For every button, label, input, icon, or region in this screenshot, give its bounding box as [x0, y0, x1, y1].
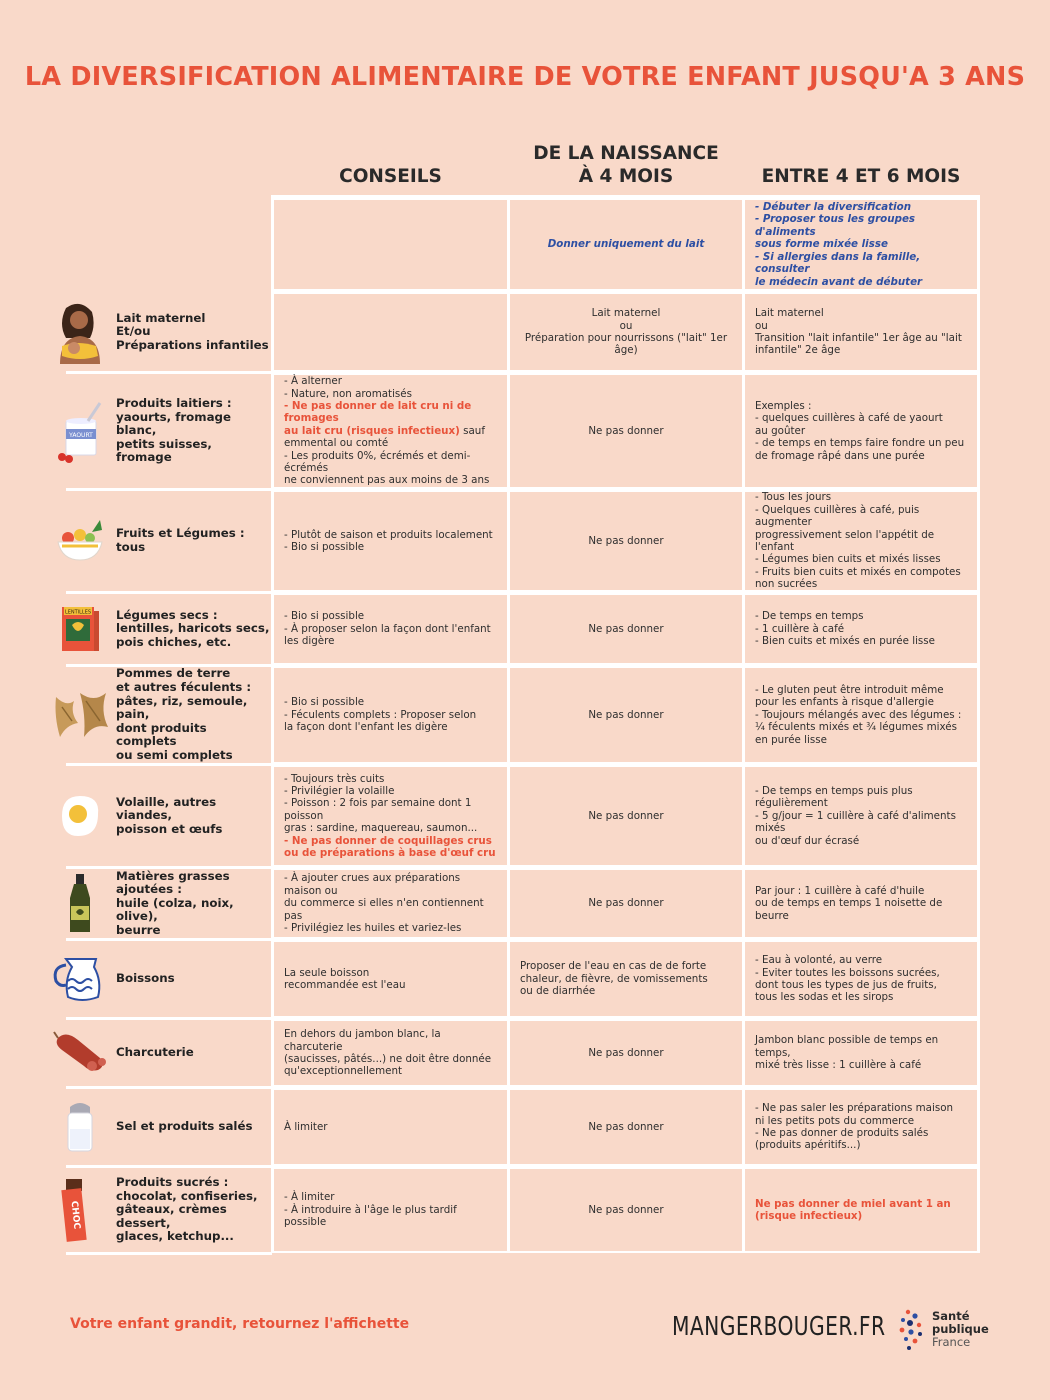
conseils-cell-text [284, 1191, 497, 1228]
intro-naissance-cell-text [548, 238, 705, 250]
naissance-cell [510, 870, 742, 937]
naissance-cell [510, 294, 742, 370]
row-divider [66, 591, 272, 594]
mois-4-6-text: - Tous les jours - Quelques cuillères à café, puis augmenter progressivement selon l'appétit de l'enfant - Légumes bien cuits et mixés lisses - Fruits bien cuits et mixés en compotes non sucrées [755, 491, 961, 591]
sante-publique-logo [898, 1306, 998, 1356]
conseils-cell [274, 595, 507, 663]
food-group-label [116, 492, 271, 590]
conseils-text: - Bio si possible - À proposer selon la façon dont l'enfant les digère [284, 610, 491, 648]
food-group-label [116, 1021, 271, 1085]
sante-publique-text [932, 1310, 989, 1349]
breastfeeding-icon [52, 300, 108, 364]
naissance-text: Ne pas donner [588, 1120, 664, 1133]
food-group-label-text: Produits sucrés : chocolat, confiseries, gâteaux, crèmes dessert, glaces, ketchup... [116, 1175, 258, 1244]
naissance-text: Ne pas donner [588, 1203, 664, 1216]
naissance-text: Ne pas donner [588, 708, 664, 721]
mois-4-6-text: Par jour : 1 cuillère à café d'huile ou de temps en temps 1 noisette de beurre [755, 884, 943, 922]
warning-text: - Ne pas donner de lait cru ni de fromages au lait cru (risques infectieux) [284, 399, 472, 437]
naissance-text: Ne pas donner [588, 424, 664, 437]
conseils-cell-text [284, 1028, 497, 1078]
warning-text: - Ne pas donner de coquillages crus ou de préparations à base d'œuf cru [284, 834, 496, 860]
food-group-label-text: Charcuterie [116, 1045, 194, 1060]
mois-4-6-text: - De temps en temps - 1 cuillère à café - Bien cuits et mixés en purée lisse [755, 610, 935, 648]
food-group-label-text: Produits laitiers : yaourts, fromage blanc, petits suisses, fromage [116, 396, 232, 465]
conseils-text: - À alterner - Nature, non aromatisés [284, 375, 412, 400]
mois-4-6-cell-text [755, 885, 967, 922]
naissance-text: Ne pas donner [588, 622, 664, 635]
mois-4-6-cell [745, 1169, 977, 1251]
naissance-cell-text [588, 709, 663, 721]
food-group-label-text: Sel et produits salés [116, 1119, 253, 1134]
naissance-cell-text [588, 425, 663, 437]
conseils-cell [274, 870, 507, 937]
yogurt-icon [52, 399, 108, 463]
conseils-cell-text [284, 610, 497, 647]
mois-4-6-cell [745, 1090, 977, 1164]
footer-note: Votre enfant grandit, retournez l'affichette [70, 1316, 410, 1332]
row-divider [66, 1017, 272, 1020]
svg-text:YAOURT: YAOURT [69, 432, 93, 439]
sp-line-1: Santé [932, 1309, 970, 1323]
naissance-cell-text [588, 1204, 663, 1216]
naissance-cell-text [520, 960, 732, 997]
mois-4-6-text: - Ne pas saler les préparations maison ni les petits pots du commerce - Ne pas donner de produits salés (produits apéritifs...) [755, 1102, 954, 1152]
fruit-bowl-icon [52, 516, 108, 566]
intro-4-6-text-value: - Débuter la diversification - Proposer tous les groupes d'aliments sous forme mixée lisse - Si allergies dans la famille, consulter le médecin avant de débuter [755, 201, 923, 288]
row-divider [66, 1252, 272, 1255]
naissance-text: Ne pas donner [588, 534, 664, 547]
water-jug-icon [52, 953, 108, 1005]
mois-4-6-text: Jambon blanc possible de temps en temps, mixé très lisse : 1 cuillère à café [755, 1034, 939, 1072]
sp-line-3: France [932, 1335, 971, 1349]
conseils-text: - Bio si possible - Féculents complets : Proposer selon la façon dont l'enfant les digère [284, 696, 477, 734]
row-divider [66, 488, 272, 491]
food-group-label-text: Fruits et Légumes : tous [116, 526, 245, 554]
intro-naissance-cell [510, 200, 742, 289]
food-group-label-text: Pommes de terre et autres féculents : pâtes, riz, semoule, pain, dont produits complets ou semi complets [116, 666, 252, 762]
mois-4-6-cell-text [755, 1034, 967, 1071]
naissance-cell [510, 492, 742, 590]
conseils-cell-text [284, 529, 497, 554]
sausage-icon [52, 1028, 108, 1078]
food-group-label [116, 870, 271, 937]
mois-4-6-cell [745, 294, 977, 370]
food-group-label [116, 942, 271, 1016]
row-divider [66, 1086, 272, 1089]
food-group-label-text: Lait maternel Et/ou Préparations infantiles [116, 310, 269, 352]
food-group-label [116, 294, 271, 370]
nutrition-table [271, 195, 980, 1253]
row-divider [66, 763, 272, 766]
naissance-cell [510, 595, 742, 663]
conseils-text: - Toujours très cuits - Privilégier la volaille - Poisson : 2 fois par semaine dont 1 poisson gras : sardine, maquereau, saumon... [284, 772, 478, 835]
salt-shaker-icon [52, 1099, 108, 1155]
mois-4-6-text: - De temps en temps puis plus régulièrement - 5 g/jour = 1 cuillère à café d'aliments mixés ou d'œuf dur écrasé [755, 784, 956, 847]
mois-4-6-cell [745, 668, 977, 762]
mois-4-6-cell-text [755, 954, 967, 1004]
mois-4-6-text: - Le gluten peut être introduit même pour les enfants à risque d'allergie - Toujours mélangés avec des légumes : ¼ féculents mixés et ¾ légumes mixés en purée lisse [755, 683, 962, 746]
food-group-label-text: Légumes secs : lentilles, haricots secs, pois chiches, etc. [116, 607, 270, 649]
conseils-text: - À limiter - À introduire à l'âge le plus tardif possible [284, 1191, 457, 1229]
chocolate-bar-icon [52, 1177, 108, 1243]
naissance-cell-text [588, 1121, 663, 1133]
naissance-text: Lait maternel ou Préparation pour nourrissons ("lait" 1er âge) [524, 307, 728, 357]
warning-text: Ne pas donner de miel avant 1 an (risque infectieux) [755, 1197, 951, 1222]
conseils-cell [274, 668, 507, 762]
mois-4-6-text: Exemples : - quelques cuillères à café de yaourt au goûter - de temps en temps faire fondre un peu de fromage râpé dans une purée [755, 399, 965, 462]
mois-4-6-cell [745, 942, 977, 1016]
food-group-label-text: Volaille, autres viandes, poisson et œufs [116, 794, 223, 836]
conseils-text: - À ajouter crues aux préparations maison ou du commerce si elles n'en contiennent pas - Privilégiez les huiles et variez-les [284, 872, 484, 935]
page-title: LA DIVERSIFICATION ALIMENTAIRE DE VOTRE ENFANT JUSQU'A 3 ANS [24, 62, 1026, 92]
intro-4-6-cell [745, 200, 977, 289]
column-header-naissance [510, 138, 742, 188]
mangerbouger-logo: MANGERBOUGER.FR [672, 1312, 886, 1342]
row-divider [66, 938, 272, 941]
mois-4-6-cell-text [755, 785, 967, 847]
food-group-label [116, 1090, 271, 1164]
conseils-text: - Plutôt de saison et produits localement - Bio si possible [284, 528, 493, 553]
naissance-cell [510, 1021, 742, 1085]
naissance-text: Ne pas donner [588, 1046, 664, 1059]
conseils-cell [274, 375, 507, 487]
conseils-text: sauf emmental ou comté - Les produits 0%, écrémés et demi-écrémés ne conviennent pas aux moins de 3 ans [284, 424, 490, 487]
conseils-cell [274, 294, 507, 370]
conseils-cell-text [284, 375, 497, 487]
conseils-cell [274, 1021, 507, 1085]
conseils-cell [274, 492, 507, 590]
naissance-cell [510, 1090, 742, 1164]
egg-icon [52, 788, 108, 844]
column-header-conseils-label: CONSEILS [339, 166, 442, 187]
conseils-cell [274, 942, 507, 1016]
naissance-cell [510, 767, 742, 865]
naissance-text: Ne pas donner [588, 897, 664, 910]
conseils-cell [274, 1169, 507, 1251]
mois-4-6-text: Lait maternel ou Transition "lait infantile" 1er âge au "lait infantile" 2e âge [755, 307, 962, 357]
conseils-cell-text [284, 696, 497, 733]
conseils-cell-text [284, 872, 497, 934]
conseils-text: À limiter [284, 1120, 328, 1133]
mois-4-6-cell [745, 375, 977, 487]
mois-4-6-cell-text [755, 400, 967, 462]
naissance-cell [510, 375, 742, 487]
conseils-text: En dehors du jambon blanc, la charcuterie (saucisses, pâtés...) ne doit être donnée qu'exceptionnellement [284, 1028, 492, 1078]
row-divider [66, 371, 272, 374]
naissance-cell [510, 668, 742, 762]
icon-label: LENTILLES [64, 609, 92, 616]
naissance-cell-text [588, 535, 663, 547]
mois-4-6-cell [745, 492, 977, 590]
mois-4-6-cell-text [755, 1198, 967, 1223]
naissance-cell-text [588, 810, 663, 822]
mois-4-6-cell-text [755, 491, 967, 590]
mois-4-6-cell-text [755, 684, 967, 746]
naissance-text: Ne pas donner [588, 809, 664, 822]
mois-4-6-cell-text [755, 307, 967, 357]
mois-4-6-cell [745, 767, 977, 865]
intro-naissance-text-value: Donner uniquement du lait [547, 238, 705, 251]
intro-conseils-cell [274, 200, 507, 289]
food-group-label [116, 668, 271, 762]
naissance-cell [510, 1169, 742, 1251]
naissance-cell-text [588, 897, 663, 909]
column-header-conseils [274, 138, 507, 188]
conseils-cell-text [284, 1121, 497, 1133]
intro-4-6-cell-text [755, 201, 967, 288]
conseils-text: La seule boisson recommandée est l'eau [284, 966, 406, 991]
mois-4-6-cell-text [755, 610, 967, 647]
conseils-cell [274, 767, 507, 865]
column-header-4-6-mois-label: ENTRE 4 ET 6 MOIS [761, 166, 961, 187]
sp-line-2: publique [932, 1322, 989, 1336]
column-header-4-6-mois [745, 138, 977, 188]
naissance-cell-text [588, 623, 663, 635]
mois-4-6-cell [745, 595, 977, 663]
column-header-naissance-label: DE LA NAISSANCE À 4 MOIS [533, 143, 719, 187]
oil-bottle-icon [52, 872, 108, 936]
mois-4-6-text: - Eau à volonté, au verre - Eviter toutes les boissons sucrées, dont tous les types de jus de fruits, tous les sodas et les sirops [755, 954, 940, 1004]
mois-4-6-cell [745, 1021, 977, 1085]
naissance-cell-text [520, 307, 732, 357]
food-group-label [116, 767, 271, 865]
naissance-cell-text [588, 1047, 663, 1059]
mois-4-6-cell [745, 870, 977, 937]
pasta-icon [52, 687, 108, 743]
food-group-label [116, 595, 271, 663]
lentils-box-icon [52, 601, 108, 657]
mois-4-6-cell-text [755, 1102, 967, 1152]
food-group-label [116, 375, 271, 487]
row-divider [66, 1165, 272, 1168]
conseils-cell-text [284, 773, 497, 860]
naissance-cell [510, 942, 742, 1016]
conseils-cell-text [284, 967, 497, 992]
svg-text:CHOC: CHOC [68, 1200, 82, 1230]
conseils-cell [274, 1090, 507, 1164]
food-group-label-text: Boissons [116, 971, 175, 986]
food-group-label [116, 1169, 271, 1251]
naissance-text: Proposer de l'eau en cas de de forte chaleur, de fièvre, de vomissements ou de diarrhée [520, 960, 708, 998]
sante-publique-dots-icon [898, 1306, 932, 1356]
food-group-label-text: Matières grasses ajoutées : huile (colza, noix, olive), beurre [116, 868, 234, 937]
